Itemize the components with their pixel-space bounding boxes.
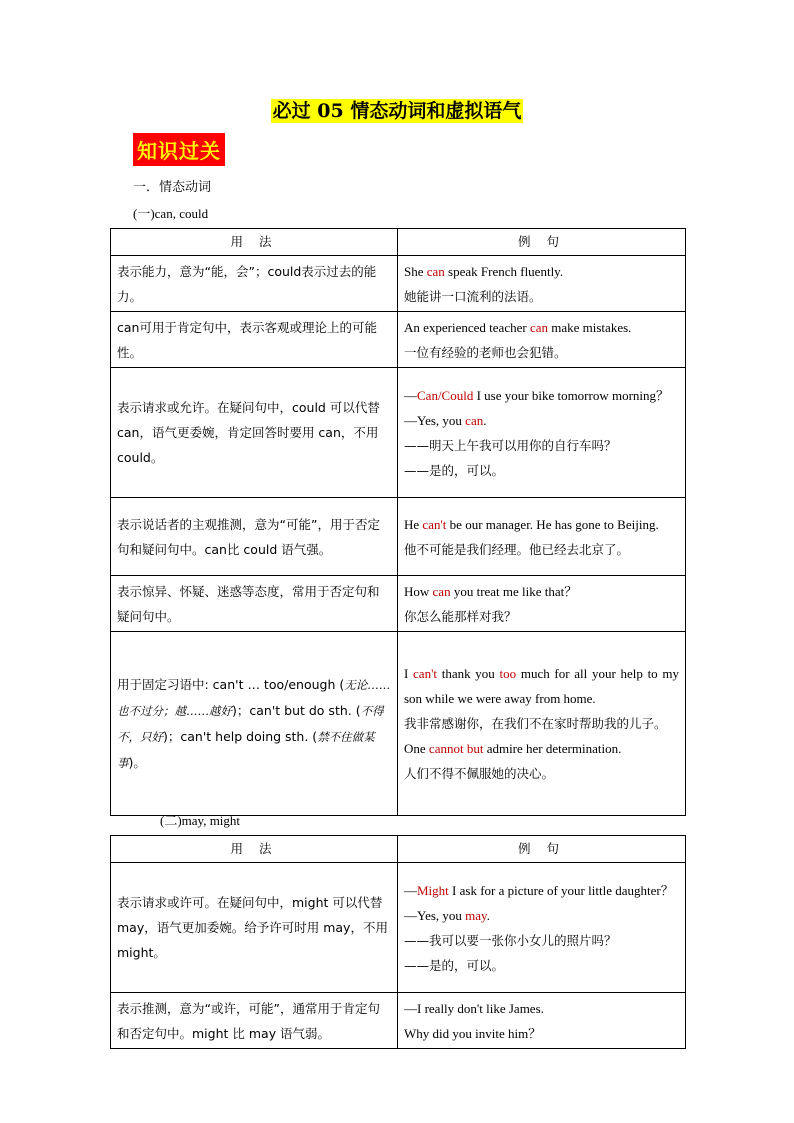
subheading-may-might: (二)may, might bbox=[160, 813, 241, 828]
example-sentence bbox=[404, 579, 679, 604]
usage-text: 表示请求或许可。在疑问句中，might 可以代替 may，语气更加委婉。给予许可时用 may，不用 might。 bbox=[117, 895, 388, 960]
table-row bbox=[111, 993, 686, 1049]
example-text: How bbox=[404, 583, 433, 599]
example-translation bbox=[404, 711, 679, 736]
usage-text: 禁不住做某事 bbox=[117, 729, 375, 770]
table-may-might bbox=[110, 835, 686, 1049]
example-cell bbox=[398, 498, 686, 576]
table-row bbox=[111, 632, 686, 816]
highlighted-word: can't bbox=[413, 666, 438, 681]
example-text: 一位有经验的老师也会犯错。 bbox=[404, 344, 567, 360]
highlighted-word: Can/Could bbox=[417, 387, 474, 403]
usage-text: 不得不，只好 bbox=[117, 703, 384, 744]
example-sentence bbox=[404, 903, 679, 928]
example-text: be our manager. He has gone to Beijing. bbox=[446, 516, 659, 532]
example-translation bbox=[404, 761, 679, 786]
highlighted-word: can bbox=[426, 263, 445, 279]
example-text: you treat me like that？ bbox=[450, 583, 578, 599]
example-text: 我非常感谢你，在我们不在家时帮助我的儿子。 bbox=[404, 716, 667, 731]
usage-cell bbox=[111, 498, 398, 576]
header-usage: 用 法 bbox=[111, 229, 398, 256]
example-sentence bbox=[404, 996, 679, 1021]
example-cell bbox=[398, 632, 686, 816]
page-title: 必过 05 情态动词和虚拟语气 bbox=[272, 100, 522, 122]
table-header-row bbox=[111, 229, 686, 256]
example-text: ——我可以要一张你小女儿的照片吗？ bbox=[404, 932, 617, 948]
example-text: — bbox=[404, 387, 417, 403]
example-sentence bbox=[404, 878, 679, 903]
example-translation bbox=[404, 953, 679, 978]
example-text: ——明天上午我可以用你的自行车吗？ bbox=[404, 437, 617, 453]
example-text: admire her determination. bbox=[483, 741, 622, 756]
highlighted-word: too bbox=[499, 666, 517, 681]
usage-cell bbox=[111, 863, 398, 993]
example-sentence bbox=[404, 1021, 679, 1046]
usage-cell bbox=[111, 576, 398, 632]
example-cell bbox=[398, 863, 686, 993]
example-sentence bbox=[404, 661, 679, 711]
example-text: much for all your help to my son while we were away from home. bbox=[404, 666, 679, 706]
header-usage: 用 法 bbox=[111, 836, 398, 863]
highlighted-word: Might bbox=[417, 882, 449, 898]
example-text: An experienced teacher bbox=[404, 319, 530, 335]
example-text: I ask for a picture of your little daughter？ bbox=[448, 882, 674, 898]
example-translation bbox=[404, 928, 679, 953]
usage-text: 表示惊异、怀疑、迷惑等态度，常用于否定句和疑问句中。 bbox=[117, 583, 380, 624]
example-cell bbox=[398, 993, 686, 1049]
example-text: One bbox=[404, 741, 429, 756]
example-text: ——是的，可以。 bbox=[404, 462, 505, 478]
table-row bbox=[111, 576, 686, 632]
usage-text: )。 bbox=[128, 754, 146, 770]
usage-text: )；can't help doing sth. ( bbox=[163, 728, 318, 744]
example-translation bbox=[404, 433, 679, 458]
example-text: . bbox=[486, 907, 490, 923]
table-row bbox=[111, 368, 686, 498]
usage-cell bbox=[111, 256, 398, 312]
example-text: ——是的，可以。 bbox=[404, 957, 505, 973]
example-translation bbox=[404, 340, 679, 365]
example-sentence bbox=[404, 408, 679, 433]
example-sentence bbox=[404, 315, 679, 340]
example-sentence bbox=[404, 736, 679, 761]
example-text: . bbox=[483, 412, 487, 428]
example-cell bbox=[398, 576, 686, 632]
header-example: 例 句 bbox=[398, 229, 686, 256]
usage-text: 表示能力，意为“能，会”；could表示过去的能力。 bbox=[117, 263, 377, 304]
section-heading: 一．情态动词 bbox=[133, 180, 212, 195]
usage-cell bbox=[111, 368, 398, 498]
usage-cell bbox=[111, 312, 398, 368]
example-text: 你怎么能那样对我？ bbox=[404, 608, 517, 624]
example-text: —I really don't like James. bbox=[404, 1000, 544, 1016]
highlighted-word: can bbox=[465, 412, 484, 428]
knowledge-banner: 知识过关 bbox=[133, 133, 225, 166]
subheading-can-could: (一)can, could bbox=[133, 206, 209, 221]
example-translation bbox=[404, 604, 679, 629]
example-text: Why did you invite him？ bbox=[404, 1025, 542, 1041]
usage-text: )；can't but do sth. ( bbox=[232, 702, 361, 718]
header-example: 例 句 bbox=[398, 836, 686, 863]
table-row bbox=[111, 256, 686, 312]
table-row bbox=[111, 498, 686, 576]
example-sentence bbox=[404, 383, 679, 408]
example-sentence bbox=[404, 259, 679, 284]
example-translation bbox=[404, 458, 679, 483]
example-text: —Yes, you bbox=[404, 412, 466, 428]
example-text: He bbox=[404, 516, 423, 532]
example-text: thank you bbox=[437, 666, 500, 681]
usage-text: 表示说话者的主观推测，意为“可能”，用于否定句和疑问句中。can比 could 语气强。 bbox=[117, 516, 380, 557]
example-text: make mistakes. bbox=[548, 319, 632, 335]
table-can-could bbox=[110, 228, 686, 816]
usage-text: 表示推测，意为“或许，可能”，通常用于肯定句和否定句中。might 比 may 语气弱。 bbox=[117, 1000, 380, 1041]
example-translation bbox=[404, 537, 679, 562]
usage-text: 表示请求或允许。在疑问句中，could 可以代替 can，语气更委婉，肯定回答时要用 can，不用 could。 bbox=[117, 400, 380, 465]
example-translation bbox=[404, 284, 679, 309]
table-header-row bbox=[111, 836, 686, 863]
example-text: She bbox=[404, 263, 427, 279]
usage-text: 用于固定习语中: can't … too/enough ( bbox=[117, 676, 345, 692]
highlighted-word: cannot but bbox=[428, 741, 484, 756]
highlighted-word: can bbox=[529, 319, 548, 335]
example-text: 人们不得不佩服她的决心。 bbox=[404, 766, 555, 781]
example-text: —Yes, you bbox=[404, 907, 466, 923]
table-row bbox=[111, 863, 686, 993]
example-cell bbox=[398, 368, 686, 498]
example-text: — bbox=[404, 882, 417, 898]
example-text: I bbox=[404, 666, 414, 681]
table-row bbox=[111, 312, 686, 368]
example-sentence bbox=[404, 512, 679, 537]
highlighted-word: can't bbox=[422, 516, 447, 532]
example-text: speak French fluently. bbox=[444, 263, 564, 279]
example-text: 她能讲一口流利的法语。 bbox=[404, 288, 542, 304]
example-text: 他不可能是我们经理。他已经去北京了。 bbox=[404, 541, 630, 557]
usage-text: can可用于肯定句中，表示客观或理论上的可能性。 bbox=[117, 319, 377, 360]
example-text: I use your bike tomorrow morning？ bbox=[473, 387, 670, 403]
highlighted-word: can bbox=[432, 583, 451, 599]
usage-cell bbox=[111, 632, 398, 816]
usage-cell bbox=[111, 993, 398, 1049]
example-cell bbox=[398, 256, 686, 312]
example-cell bbox=[398, 312, 686, 368]
usage-text: 无论……也不过分；越……越好 bbox=[117, 677, 391, 718]
highlighted-word: may bbox=[465, 907, 487, 923]
